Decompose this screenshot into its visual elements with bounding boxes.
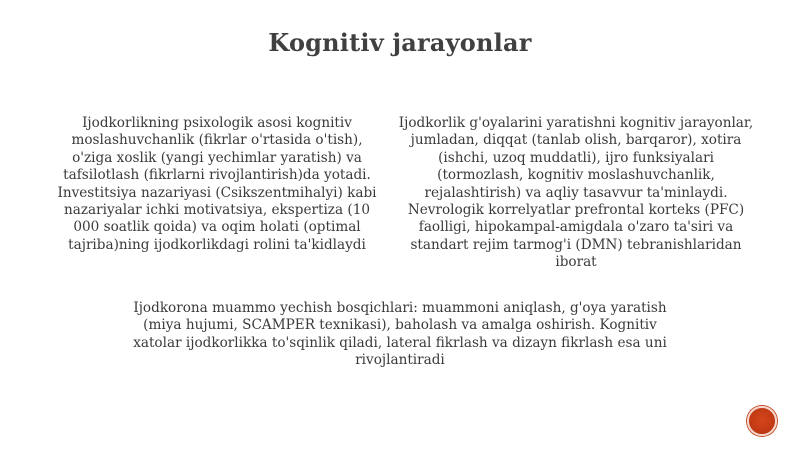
left-text-block: Ijodkorlikning psixologik asosi kognitiv moslashuvchanlik (fikrlar o'rtasida o'tish), o'ziga xoslik (yangi yechimlar yaratish) va tafsilotlash (fikrlarni rivojlantirish)da yotadi. Investitsiya nazariyasi (Csikszentmihalyi) kabi nazariyalar ichki motivatsiya, ekspertiza (10 000 soatlik qoida) va oqim holati (optimal tajriba)ning ijodkorlikdagi rolini ta'kidlaydi [57,115,377,253]
right-text-block: Ijodkorlik g'oyalarini yaratishni kognitiv jarayonlar, jumladan, diqqat (tanlab olish, barqaror), xotira (ishchi, uzoq muddatli), ijro funksiyalari (tormozlash, kognitiv moslashuvchanlik, rejalashtirish) va aqliy tasavvur ta'minlaydi. Nevrologik korrelyatlar prefrontal korteks (PFC) faolligi, hipokampal-amigdala o'zaro ta'siri va standart rejim tarmog'i (DMN) tebranishlaridan iborat [398,115,754,271]
slide-nav-button[interactable] [747,406,777,436]
slide-title: Kognitiv jarayonlar [268,28,532,57]
bottom-text-block: Ijodkorona muammo yechish bosqichlari: muammoni aniqlash, g'oya yaratish (miya hujumi, SCAMPER texnikasi), baholash va amalga oshirish. Kognitiv xatolar ijodkorlikka to'sqinlik qiladi, lateral fikrlash va dizayn fikrlash esa uni rivojlantiradi [133,300,667,369]
